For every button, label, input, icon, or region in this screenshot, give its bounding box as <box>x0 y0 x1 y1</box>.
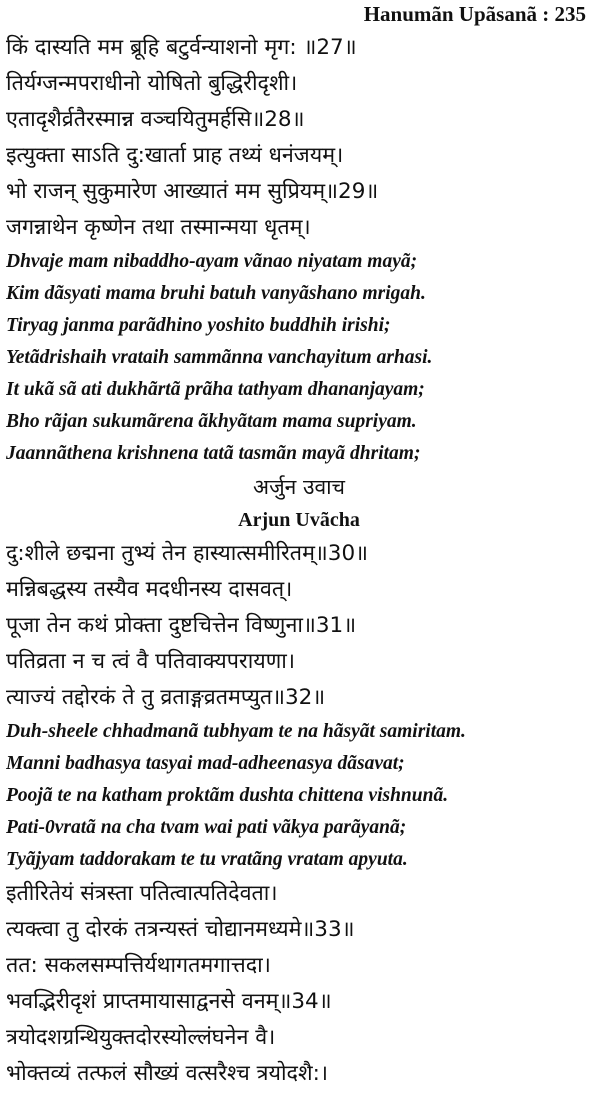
transliteration-line: Dhvaje mam nibaddho-ayam vãnao niyatam mayã; <box>6 251 418 272</box>
sanskrit-line: तत: सकलसम्पत्तिर्यथागतमगात्तदा। <box>6 953 271 978</box>
sanskrit-line: तिर्यग्जन्मपराधीनो योषितो बुद्धिरीदृशी। <box>6 71 298 96</box>
sanskrit-line: भो राजन् सुकुमारेण आख्यातं मम सुप्रियम्॥29॥ <box>6 179 379 204</box>
transliteration-line: Kim dãsyati mama bruhi batuh vanyãshano mrigah. <box>6 283 426 304</box>
transliteration-line: Jaannãthena krishnena tatã tasmãn mayã dhritam; <box>6 443 421 464</box>
transliteration-block-1 <box>6 246 592 470</box>
verse-block-sanskrit-2 <box>6 536 592 716</box>
transliteration-line: Duh-sheele chhadmanã tubhyam te na hãsyãt samiritam. <box>6 721 466 742</box>
section-title-sanskrit: अर्जुन उवाच <box>253 475 345 499</box>
sanskrit-line: त्याज्यं तद्दोरकं ते तु व्रताङ्गव्रतमप्युत॥32॥ <box>6 685 326 710</box>
transliteration-line: Tyãjyam taddorakam te tu vratãng vratam apyuta. <box>6 849 408 870</box>
transliteration-line: It ukã sã ati dukhãrtã prãha tathyam dhananjayam; <box>6 379 425 400</box>
sanskrit-line: भवद्भिरीदृशं प्राप्तमायासाद्वनसे वनम्॥34॥ <box>6 989 332 1014</box>
transliteration-line: Tiryag janma parãdhino yoshito buddhih irishi; <box>6 315 391 336</box>
sanskrit-line: मन्निबद्धस्य तस्यैव मदधीनस्य दासवत्। <box>6 577 293 602</box>
transliteration-line: Pati-0vratã na cha tvam wai pati vãkya parãyanã; <box>6 817 407 838</box>
sanskrit-line: जगन्नाथेन कृष्णेन तथा तस्मान्मया धृतम्। <box>6 215 311 240</box>
transliteration-line: Bho rãjan sukumãrena ãkhyãtam mama supriyam. <box>6 411 417 432</box>
sanskrit-line: पतिव्रता न च त्वं वै पतिवाक्यपरायणा। <box>6 649 296 674</box>
transliteration-line: Manni badhasya tasyai mad-adheenasya dãsavat; <box>6 753 405 774</box>
verse-block-sanskrit-1 <box>6 30 592 246</box>
sanskrit-line: त्रयोदशग्रन्थियुक्तदोरस्योल्लंघनेन वै। <box>6 1025 276 1050</box>
sanskrit-line: इतीरितेयं संत्रस्ता पतित्वात्पतिदेवता। <box>6 881 278 906</box>
sanskrit-line: दु:शीले छद्मना तुभ्यं तेन हास्यात्समीरितम्॥30॥ <box>6 541 369 566</box>
sanskrit-line: इत्युक्ता साऽति दु:खार्ता प्राह तथ्यं धनंजयम्। <box>6 143 344 168</box>
sanskrit-line: त्यक्त्वा तु दोरकं तत्रन्यस्तं चोद्यानमध्यमे॥33॥ <box>6 917 355 942</box>
verse-block-sanskrit-3 <box>6 876 592 1092</box>
sanskrit-line: किं दास्यति मम ब्रूहि बटुर्वन्याशनो मृग: ॥27॥ <box>6 35 357 60</box>
transliteration-block-2 <box>6 716 592 876</box>
section-title-roman: Arjun Uvãcha <box>238 509 360 531</box>
page-header: Hanumãn Upãsanã : 235 <box>363 2 586 26</box>
transliteration-line: Yetãdrishaih vrataih sammãnna vanchayitum arhasi. <box>6 347 433 368</box>
sanskrit-line: एतादृशैर्व्रतैरस्मान्न वञ्चयितुमर्हसि॥28॥ <box>6 107 305 132</box>
transliteration-line: Poojã te na katham proktãm dushta chittena vishnunã. <box>6 785 449 806</box>
sanskrit-line: भोक्तव्यं तत्फलं सौख्यं वत्सरैश्च त्रयोदशै:। <box>6 1061 328 1086</box>
sanskrit-line: पूजा तेन कथं प्रोक्ता दुष्टचित्तेन विष्णुना॥31॥ <box>6 613 357 638</box>
